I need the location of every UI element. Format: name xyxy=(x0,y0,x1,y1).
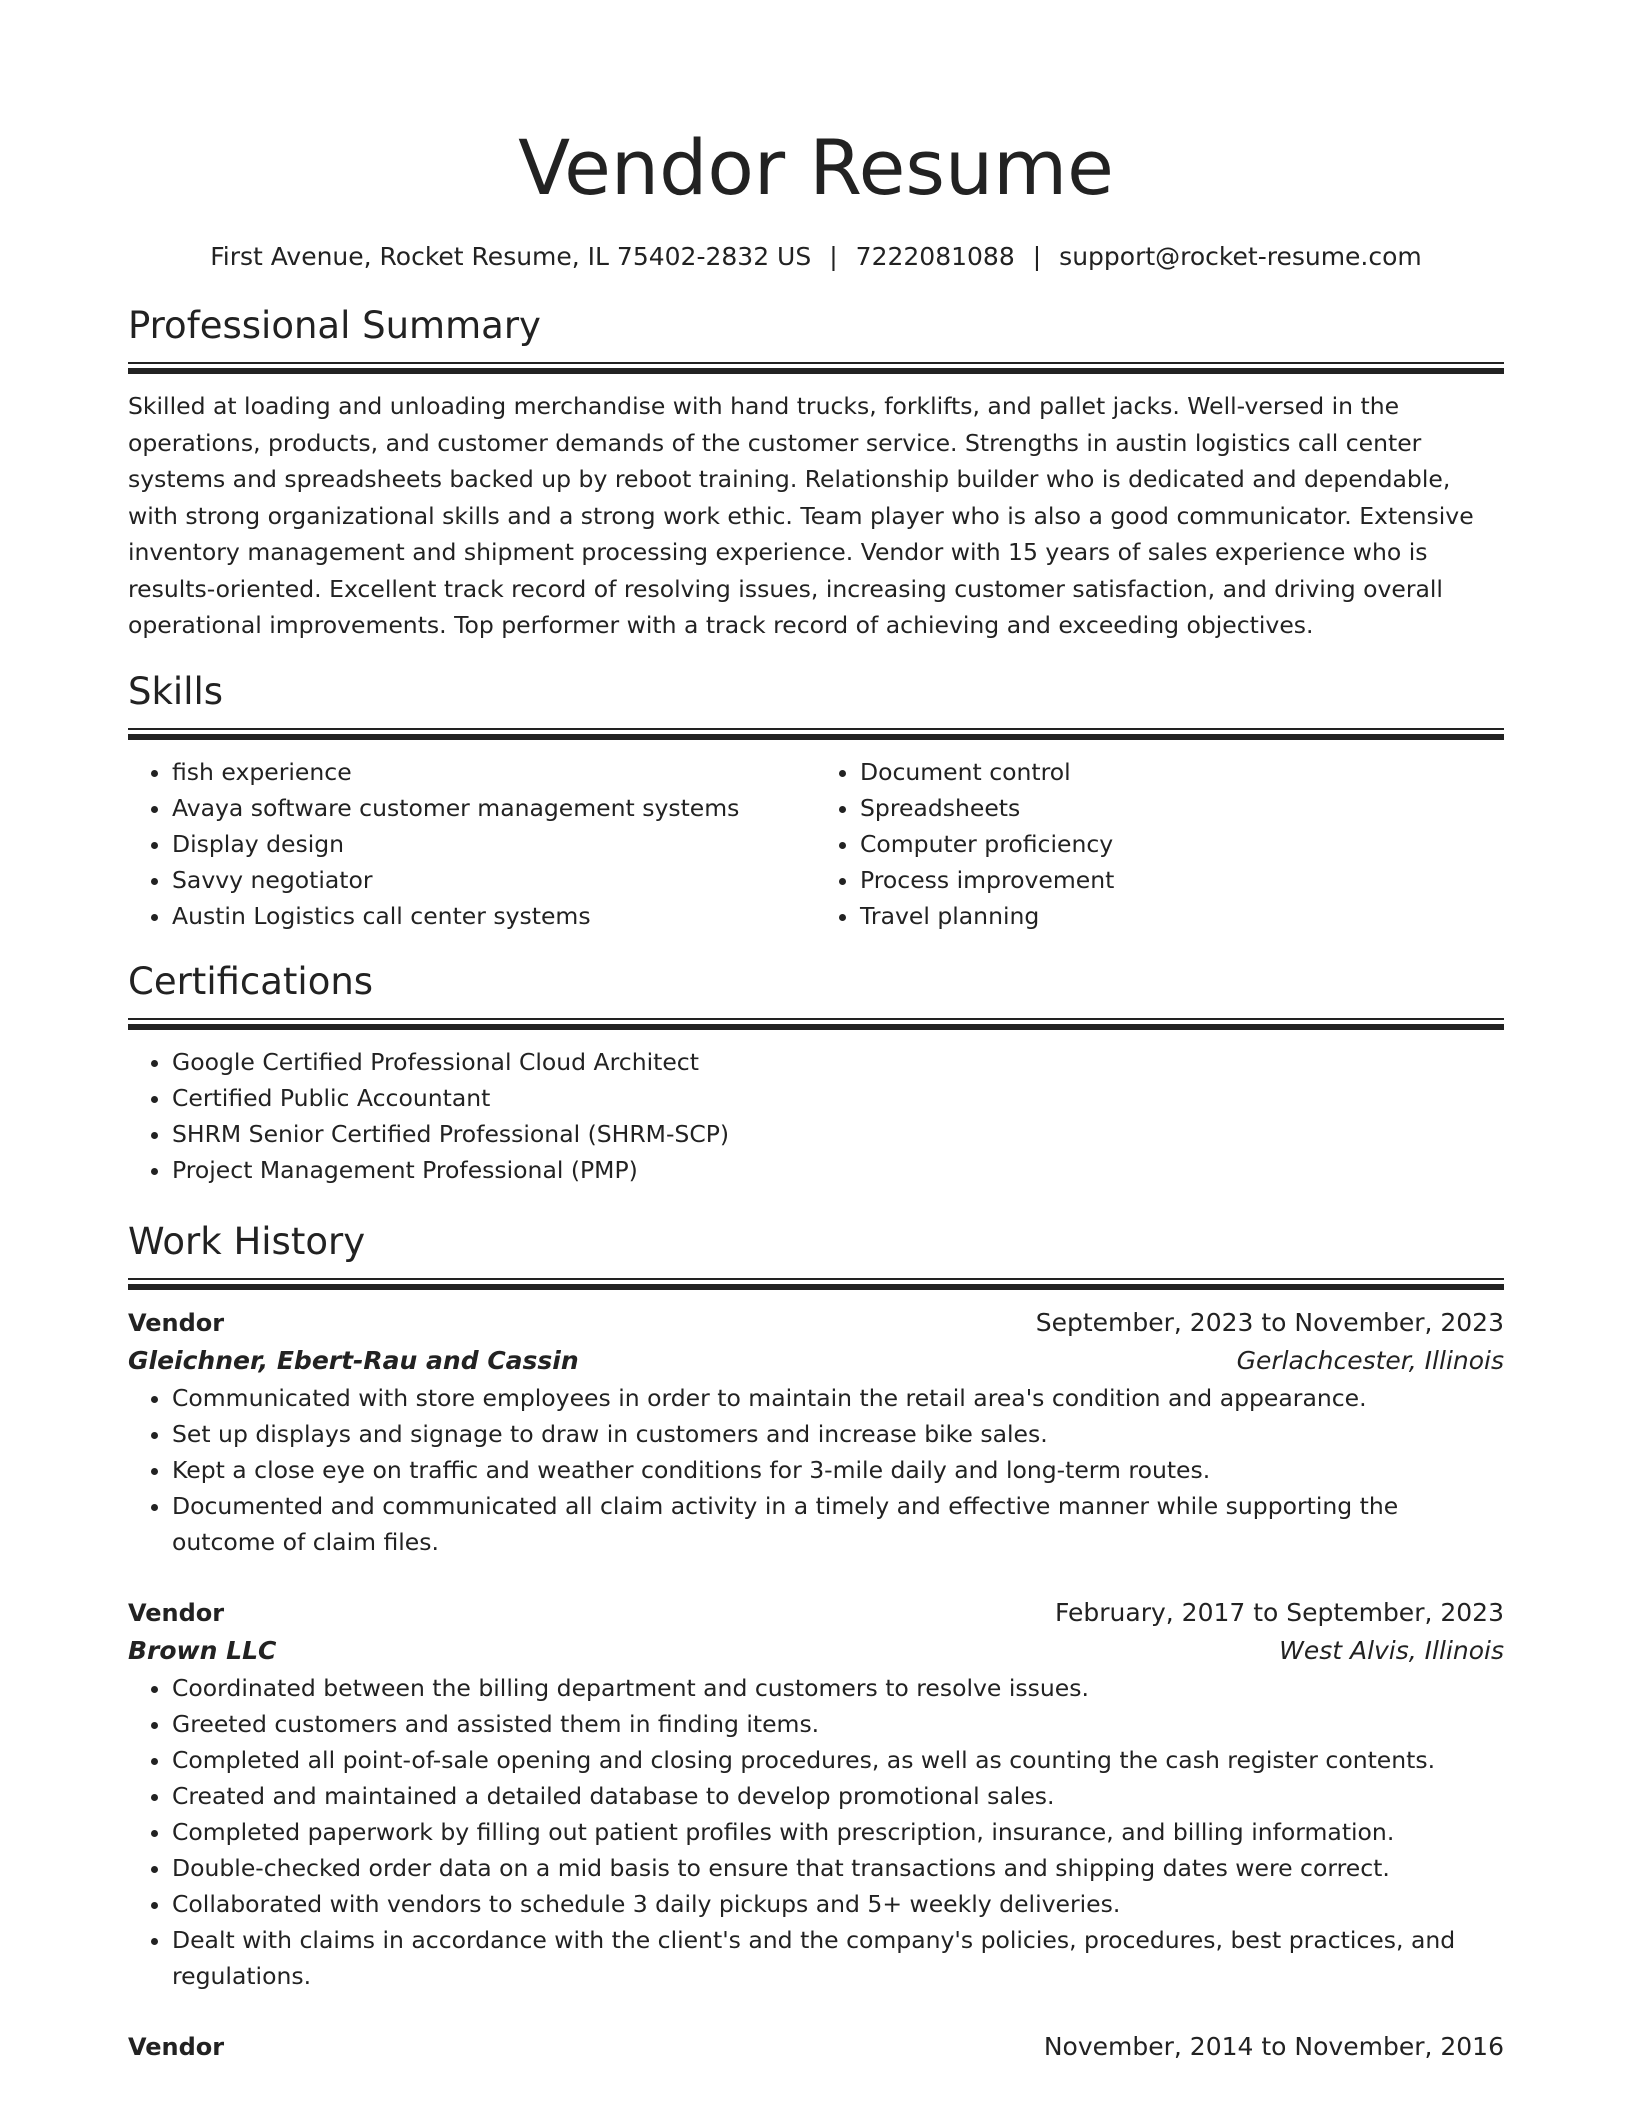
section-rule xyxy=(128,1278,1504,1290)
job-bullet: • Collaborated with vendors to schedule 3 daily pickups and 5+ weekly deliveries. xyxy=(172,1886,1504,1922)
section-title-summary: Professional Summary xyxy=(128,304,541,347)
skill-item: • Computer proficiency xyxy=(860,826,1504,862)
section-rule xyxy=(128,362,1504,374)
job-bullets xyxy=(128,1670,1504,1994)
job-bullet: • Completed all point-of-sale opening and closing procedures, as well as counting the cash register contents. xyxy=(172,1742,1504,1778)
summary-text: Skilled at loading and unloading merchandise with hand trucks, forklifts, and pallet jacks. Well-versed in the operations, products, and customer demands of the customer service. Strengths in austin logistics call center systems and spreadsheets backed up by reboot training. Relationship builder who is dedicated and dependable, with strong organizational skills and a strong work ethic. Team player who is also a good communicator. Extensive inventory management and shipment processing experience. Vendor with 15 years of sales experience who is results-oriented. Excellent track record of resolving issues, increasing customer satisfaction, and driving overall operational improvements. Top performer with a track record of achieving and exceeding objectives. xyxy=(128,392,1474,639)
resume-page xyxy=(128,0,1504,2066)
job-bullet: • Coordinated between the billing department and customers to resolve issues. xyxy=(172,1670,1504,1706)
skill-item: • Austin Logistics call center systems xyxy=(172,898,816,934)
resume-name: Vendor Resume xyxy=(518,123,1114,212)
skills-list-left xyxy=(128,754,816,934)
contact-address: First Avenue, Rocket Resume, IL 75402-2832 US xyxy=(210,242,812,271)
skill-item: • Savvy negotiator xyxy=(172,862,816,898)
job-header xyxy=(128,2028,1504,2066)
job-dates: February, 2017 to September, 2023 xyxy=(1055,1597,1504,1627)
job-bullet: • Created and maintained a detailed database to develop promotional sales. xyxy=(172,1778,1504,1814)
job-bullet: • Double-checked order data on a mid basis to ensure that transactions and shipping dates were correct. xyxy=(172,1850,1504,1886)
certifications-section xyxy=(128,958,1504,1188)
certifications-list xyxy=(128,1044,1504,1188)
job-location: West Alvis, Illinois xyxy=(1279,1635,1504,1665)
job-bullet: • Completed paperwork by filling out patient profiles with prescription, insurance, and billing information. xyxy=(172,1814,1504,1850)
job-entry xyxy=(128,1304,1504,1560)
skill-item: • Spreadsheets xyxy=(860,790,1504,826)
job-title: Vendor xyxy=(128,1598,225,1627)
skills-columns xyxy=(128,754,1504,934)
job-company: Brown LLC xyxy=(128,1635,277,1665)
job-bullets xyxy=(128,1380,1504,1560)
job-company: Gleichner, Ebert-Rau and Cassin xyxy=(128,1345,579,1375)
job-dates: September, 2023 to November, 2023 xyxy=(1035,1307,1504,1337)
skill-item: • Document control xyxy=(860,754,1504,790)
job-title: Vendor xyxy=(128,1308,225,1337)
contact-separator: | xyxy=(829,242,838,271)
job-subheader xyxy=(128,1342,1504,1380)
certification-item: • Project Management Professional (PMP) xyxy=(172,1152,1504,1188)
job-entry xyxy=(128,2028,1504,2066)
job-bullet: • Documented and communicated all claim activity in a timely and effective manner while supporting the outcome of claim files. xyxy=(172,1488,1504,1560)
job-dates: November, 2014 to November, 2016 xyxy=(1043,2031,1504,2061)
certification-item: • Certified Public Accountant xyxy=(172,1080,1504,1116)
job-bullet: • Greeted customers and assisted them in finding items. xyxy=(172,1706,1504,1742)
job-subheader xyxy=(128,1632,1504,1670)
work-section xyxy=(128,1218,1504,2066)
certification-item: • Google Certified Professional Cloud Architect xyxy=(172,1044,1504,1080)
skill-item: • Process improvement xyxy=(860,862,1504,898)
section-title-skills: Skills xyxy=(128,669,224,713)
job-bullet: • Dealt with claims in accordance with the client's and the company's policies, procedures, best practices, and regulations. xyxy=(172,1922,1504,1994)
job-bullet: • Set up displays and signage to draw in customers and increase bike sales. xyxy=(172,1416,1504,1452)
skill-item: • Display design xyxy=(172,826,816,862)
job-bullet: • Communicated with store employees in order to maintain the retail area's condition and appearance. xyxy=(172,1380,1504,1416)
summary-section xyxy=(128,302,1504,644)
skills-list-right xyxy=(816,754,1504,934)
contact-email[interactable]: support@rocket-resume.com xyxy=(1059,242,1422,271)
skills-section xyxy=(128,668,1504,934)
skill-item: • Avaya software customer management systems xyxy=(172,790,816,826)
job-location: Gerlachcester, Illinois xyxy=(1236,1345,1504,1375)
skill-item: • Travel planning xyxy=(860,898,1504,934)
job-title: Vendor xyxy=(128,2032,225,2061)
certification-item: • SHRM Senior Certified Professional (SHRM-SCP) xyxy=(172,1116,1504,1152)
contact-phone: 7222081088 xyxy=(855,242,1015,271)
contact-line xyxy=(128,240,1504,274)
section-title-certifications: Certifications xyxy=(128,959,374,1003)
skill-item: • fish experience xyxy=(172,754,816,790)
section-rule xyxy=(128,1018,1504,1030)
job-entry xyxy=(128,1594,1504,1994)
section-rule xyxy=(128,728,1504,740)
contact-separator: | xyxy=(1032,242,1042,271)
job-header xyxy=(128,1594,1504,1632)
job-bullet: • Kept a close eye on traffic and weather conditions for 3-mile daily and long-term routes. xyxy=(172,1452,1504,1488)
job-header xyxy=(128,1304,1504,1342)
section-title-work: Work History xyxy=(128,1219,366,1263)
